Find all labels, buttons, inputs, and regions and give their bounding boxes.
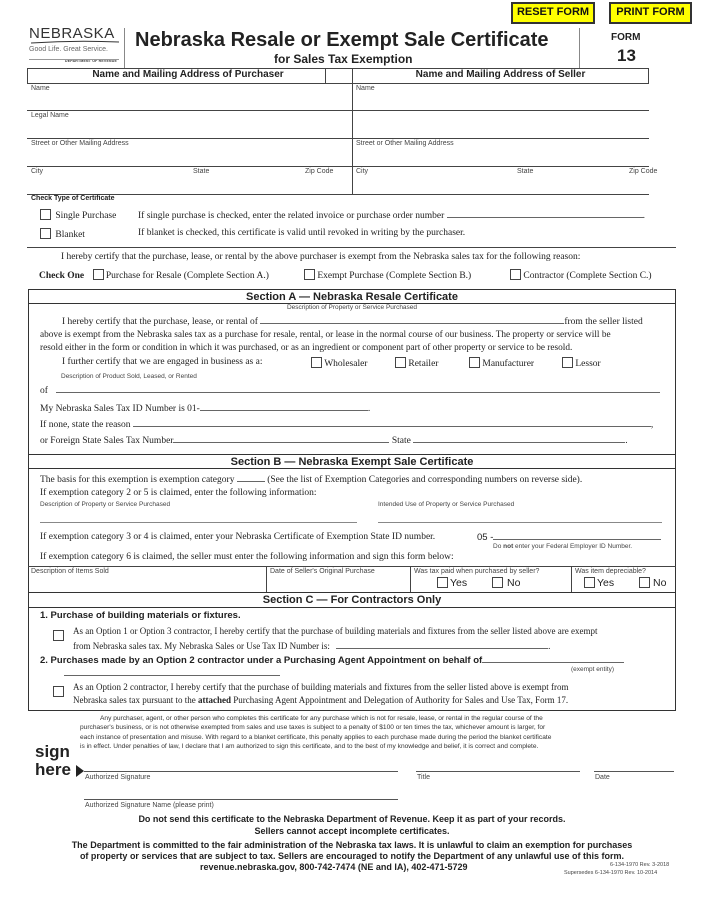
purchaser-city-input[interactable] [29,176,189,193]
section-b-title: Section B — Nebraska Exempt Sale Certificate [230,456,474,468]
c-item2-line1: As an Option 2 contractor, I hereby certify that the purchase of building materials and fixtures from the seller listed above is exempt from [73,682,569,692]
seller-zip-input[interactable] [628,176,648,193]
logo [29,26,121,68]
product-desc-label: Description of Product Sold, Leased, or Rented [61,373,197,380]
title-label: Title [417,774,430,781]
seller-city-input[interactable] [354,176,514,193]
tax-paid-yes-checkbox[interactable] [437,577,448,588]
contractor-checkbox[interactable] [510,269,521,280]
penalty-line: Any purchaser, agent, or other person who completes this certificate for any purchase which is not for resale, lease, or rental in the regular course of the [100,715,543,722]
original-purchase-input[interactable] [268,576,408,591]
purchaser-street-input[interactable] [29,148,350,165]
purchaser-name-input[interactable] [29,93,350,109]
of-label: of [40,386,48,396]
page-subtitle: for Sales Tax Exemption [274,52,413,66]
section-a-line1-start: I hereby certify that the purchase, lease, or rental of [62,317,258,327]
tax-paid-no-label: No [507,577,521,589]
title-input[interactable] [416,756,580,772]
tax-paid-header: Was tax paid when purchased by seller? [414,568,540,575]
c-item2-line2-bold: attached [197,695,231,705]
foreign-state-input[interactable] [413,434,625,443]
date-input[interactable] [594,756,674,772]
resale-checkbox[interactable] [93,269,104,280]
seller-heading: Name and Mailing Address of Seller [415,69,586,80]
section-a-line1-end: from the seller listed [564,317,643,327]
product-desc-input[interactable] [56,384,660,393]
purchaser-street-label: Street or Other Mailing Address [31,140,129,147]
form-number: 13 [617,46,636,65]
section-a-line3: resold either in the form or condition in which it was purchased, or as an ingredient or component part of other property or service to be resold. [40,343,573,353]
fein-note-pre: Do [493,543,504,550]
exempt-option-label: Exempt Purchase (Complete Section B.) [317,271,472,281]
c-item1-line2: from Nebraska sales tax. My Nebraska Sales or Use Tax ID Number is: [73,641,330,651]
depreciable-yes-checkbox[interactable] [584,577,595,588]
blanket-label: Blanket [55,230,85,240]
sign-label: sign [35,742,70,761]
purchaser-name-label: Name [31,85,50,92]
depreciable-header: Was item depreciable? [575,568,646,575]
depreciable-no-label: No [653,577,667,589]
seller-name-label: Name [356,85,375,92]
foreign-state-text: State [391,436,411,446]
reset-form-button[interactable]: RESET FORM [511,2,595,24]
exemption-category-input[interactable] [237,473,265,482]
date-label: Date [595,774,610,781]
single-purchase-text: If single purchase is checked, enter the related invoice or purchase order number [138,211,445,221]
page-title: Nebraska Resale or Exempt Sale Certificate [135,29,549,51]
print-form-button[interactable]: PRINT FORM [609,2,692,24]
retailer-label: Retailer [408,359,439,369]
authorized-signature-label: Authorized Signature [85,774,151,781]
single-purchase-label: Single Purchase [55,211,117,221]
original-purchase-header: Date of Seller's Original Purchase [270,568,375,575]
b-desc-input[interactable] [40,511,357,523]
certify-reason-text: I hereby certify that the purchase, lease, or rental by the above purchaser is exempt from the Nebraska sales tax for the following reason: [61,252,581,262]
logo-swoosh-icon [29,40,121,44]
exempt-entity-input-2[interactable] [64,667,280,676]
logo-tagline: Good Life. Great Service. [29,46,108,53]
c-item2-line2-post: Purchasing Agent Appointment and Delegation of Authority for Sales and Use Tax, Form 17. [230,695,569,705]
c-item2-line2-pre: Nebraska sales tax pursuant to the [73,695,198,705]
purchaser-zip-label: Zip Code [305,168,334,175]
penalty-line: is in effect. Under penalties of law, I declare that I am authorized to sign this certificate, and to the best of my knowledge and belief, it is correct and complete. [80,742,539,750]
seller-city-label: City [356,168,369,175]
signature-name-input[interactable] [84,786,398,800]
tax-paid-no-checkbox[interactable] [492,577,503,588]
purchaser-legal-name-input[interactable] [29,120,350,137]
tax-id-input[interactable] [200,402,368,411]
section-a-line2: above is exempt from the Nebraska sales tax as a purchase for resale, rental, or lease in the normal course of our business. The property or service will be [40,330,611,340]
penalty-paragraph [80,714,680,751]
retailer-checkbox[interactable] [395,357,406,368]
option-1-3-checkbox[interactable] [53,630,64,641]
certificate-type-heading: Check Type of Certificate [31,195,115,202]
if-none-text: If none, state the reason [40,420,131,430]
purchaser-state-label: State [193,168,210,175]
purchaser-state-input[interactable] [191,176,301,193]
here-label: here [35,760,71,779]
category-3-4-text: If exemption category 3 or 4 is claimed, enter your Nebraska Certificate of Exemption State ID number. [40,532,436,542]
reason-input[interactable] [133,418,651,427]
c-item2-heading: 2. Purchases made by an Option 2 contractor under a Purchasing Agent Appointment on behalf of [40,655,483,666]
property-purchased-input[interactable] [260,315,564,324]
section-c-title: Section C — For Contractors Only [262,594,442,606]
seller-street-label: Street or Other Mailing Address [356,140,454,147]
purchaser-zip-input[interactable] [303,176,350,193]
b-desc-label: Description of Property or Service Purchased [40,501,171,508]
lessor-label: Lessor [575,359,601,369]
commit-line-1: The Department is committed to the fair administration of the Nebraska tax laws. It is unlawful to claim an exemption for purchases [71,840,633,850]
wholesaler-label: Wholesaler [324,359,368,369]
seller-street-input[interactable] [354,148,648,165]
contractor-tax-id-input[interactable] [336,640,548,649]
fein-note-post: enter your Federal Employer ID Number. [513,543,633,550]
depreciable-no-checkbox[interactable] [639,577,650,588]
c-item1-line1: As an Option 1 or Option 3 contractor, I hereby certify that the purchase of building materials and fixtures from the seller listed above are exempt [73,626,598,636]
depreciable-yes-label: Yes [597,577,615,589]
basis-text-start: The basis for this exemption is exemption category [40,475,235,485]
notice-line-2: Sellers cannot accept incomplete certificates. [254,826,450,836]
manufacturer-label: Manufacturer [482,359,535,369]
b-use-input[interactable] [378,511,662,523]
foreign-tax-input[interactable] [173,434,389,443]
purchaser-legal-name-label: Legal Name [31,112,69,119]
state-id-prefix: 05 - [477,532,494,543]
exempt-purchase-checkbox[interactable] [304,269,315,280]
foreign-tax-text: or Foreign State Sales Tax Number [40,436,174,446]
exempt-entity-label: (exempt entity) [571,666,614,673]
lessor-checkbox[interactable] [562,357,573,368]
invoice-number-input[interactable] [447,209,643,218]
contact-info: revenue.nebraska.gov, 800-742-7474 (NE and IA), 402-471-5729 [200,862,468,872]
wholesaler-checkbox[interactable] [311,357,322,368]
option-2-checkbox[interactable] [53,686,64,697]
category-2-5-text: If exemption category 2 or 5 is claimed, enter the following information: [40,488,317,498]
blanket-checkbox[interactable] [40,228,51,239]
tax-paid-yes-label: Yes [450,577,468,589]
supersedes-info: Supersedes 6-134-1970 Rev. 10-2014 [564,870,658,876]
single-purchase-checkbox[interactable] [40,209,51,220]
category-6-text: If exemption category 6 is claimed, the seller must enter the following information and sign this form below: [40,552,454,562]
tax-id-text: My Nebraska Sales Tax ID Number is 01- [40,404,200,414]
c-item1-heading: 1. Purchase of building materials or fixtures. [40,610,241,621]
fein-note-bold: not [503,543,514,550]
b-use-label: Intended Use of Property or Service Purchased [378,501,515,508]
revision-info: 6-134-1970 Rev. 3-2018 [610,862,670,868]
seller-legal-name-input[interactable] [354,112,648,137]
contractor-option-label: Contractor (Complete Section C.) [523,271,652,281]
commit-line-2: of property or services that are subject to tax. Sellers are encouraged to notify the Department of any unlawful use of this form. [79,851,625,861]
authorized-signature-input[interactable] [84,756,398,772]
logo-department: DEPARTMENT OF REVENUE [65,59,117,63]
seller-state-input[interactable] [516,176,626,193]
items-sold-header: Description of Items Sold [31,568,109,575]
purchaser-city-label: City [31,168,44,175]
notice-line-1: Do not send this certificate to the Nebraska Department of Revenue. Keep it as part of your records. [138,814,566,824]
penalty-line: each instance of presentation and misuse. With regard to a blanket certificate, this penalty applies to each purchase made during the period the blanket certificate [80,733,552,741]
seller-zip-label: Zip Code [629,168,658,175]
basis-text-end: (See the list of Exemption Categories and corresponding numbers on reverse side). [267,475,583,485]
state-id-input[interactable] [493,531,661,540]
resale-option-label: Purchase for Resale (Complete Section A.) [105,271,269,281]
arrow-right-icon [76,765,84,777]
exempt-entity-input[interactable] [482,654,624,663]
blanket-text: If blanket is checked, this certificate is valid until revoked in writing by the purchaser. [138,228,466,238]
check-one-label: Check One [39,271,85,281]
further-certify-text: I further certify that we are engaged in business as a: [62,357,263,367]
logo-wordmark: NEBRASKA [29,25,115,42]
manufacturer-checkbox[interactable] [469,357,480,368]
items-sold-input[interactable] [30,576,264,591]
seller-state-label: State [517,168,534,175]
penalty-line: purchaser's business, or is not otherwise exempted from sales and use taxes is subject to a penalty of $100 or ten times the tax, whichever amount is larger, for [80,724,546,732]
seller-name-input[interactable] [354,93,648,109]
signature-name-label: Authorized Signature Name (please print) [85,802,214,809]
section-a-title: Section A — Nebraska Resale Certificate [246,291,458,303]
purchaser-heading: Name and Mailing Address of Purchaser [92,69,284,80]
section-a-desc-label: Description of Property or Service Purchased [286,304,418,311]
form-label: FORM [611,32,641,43]
